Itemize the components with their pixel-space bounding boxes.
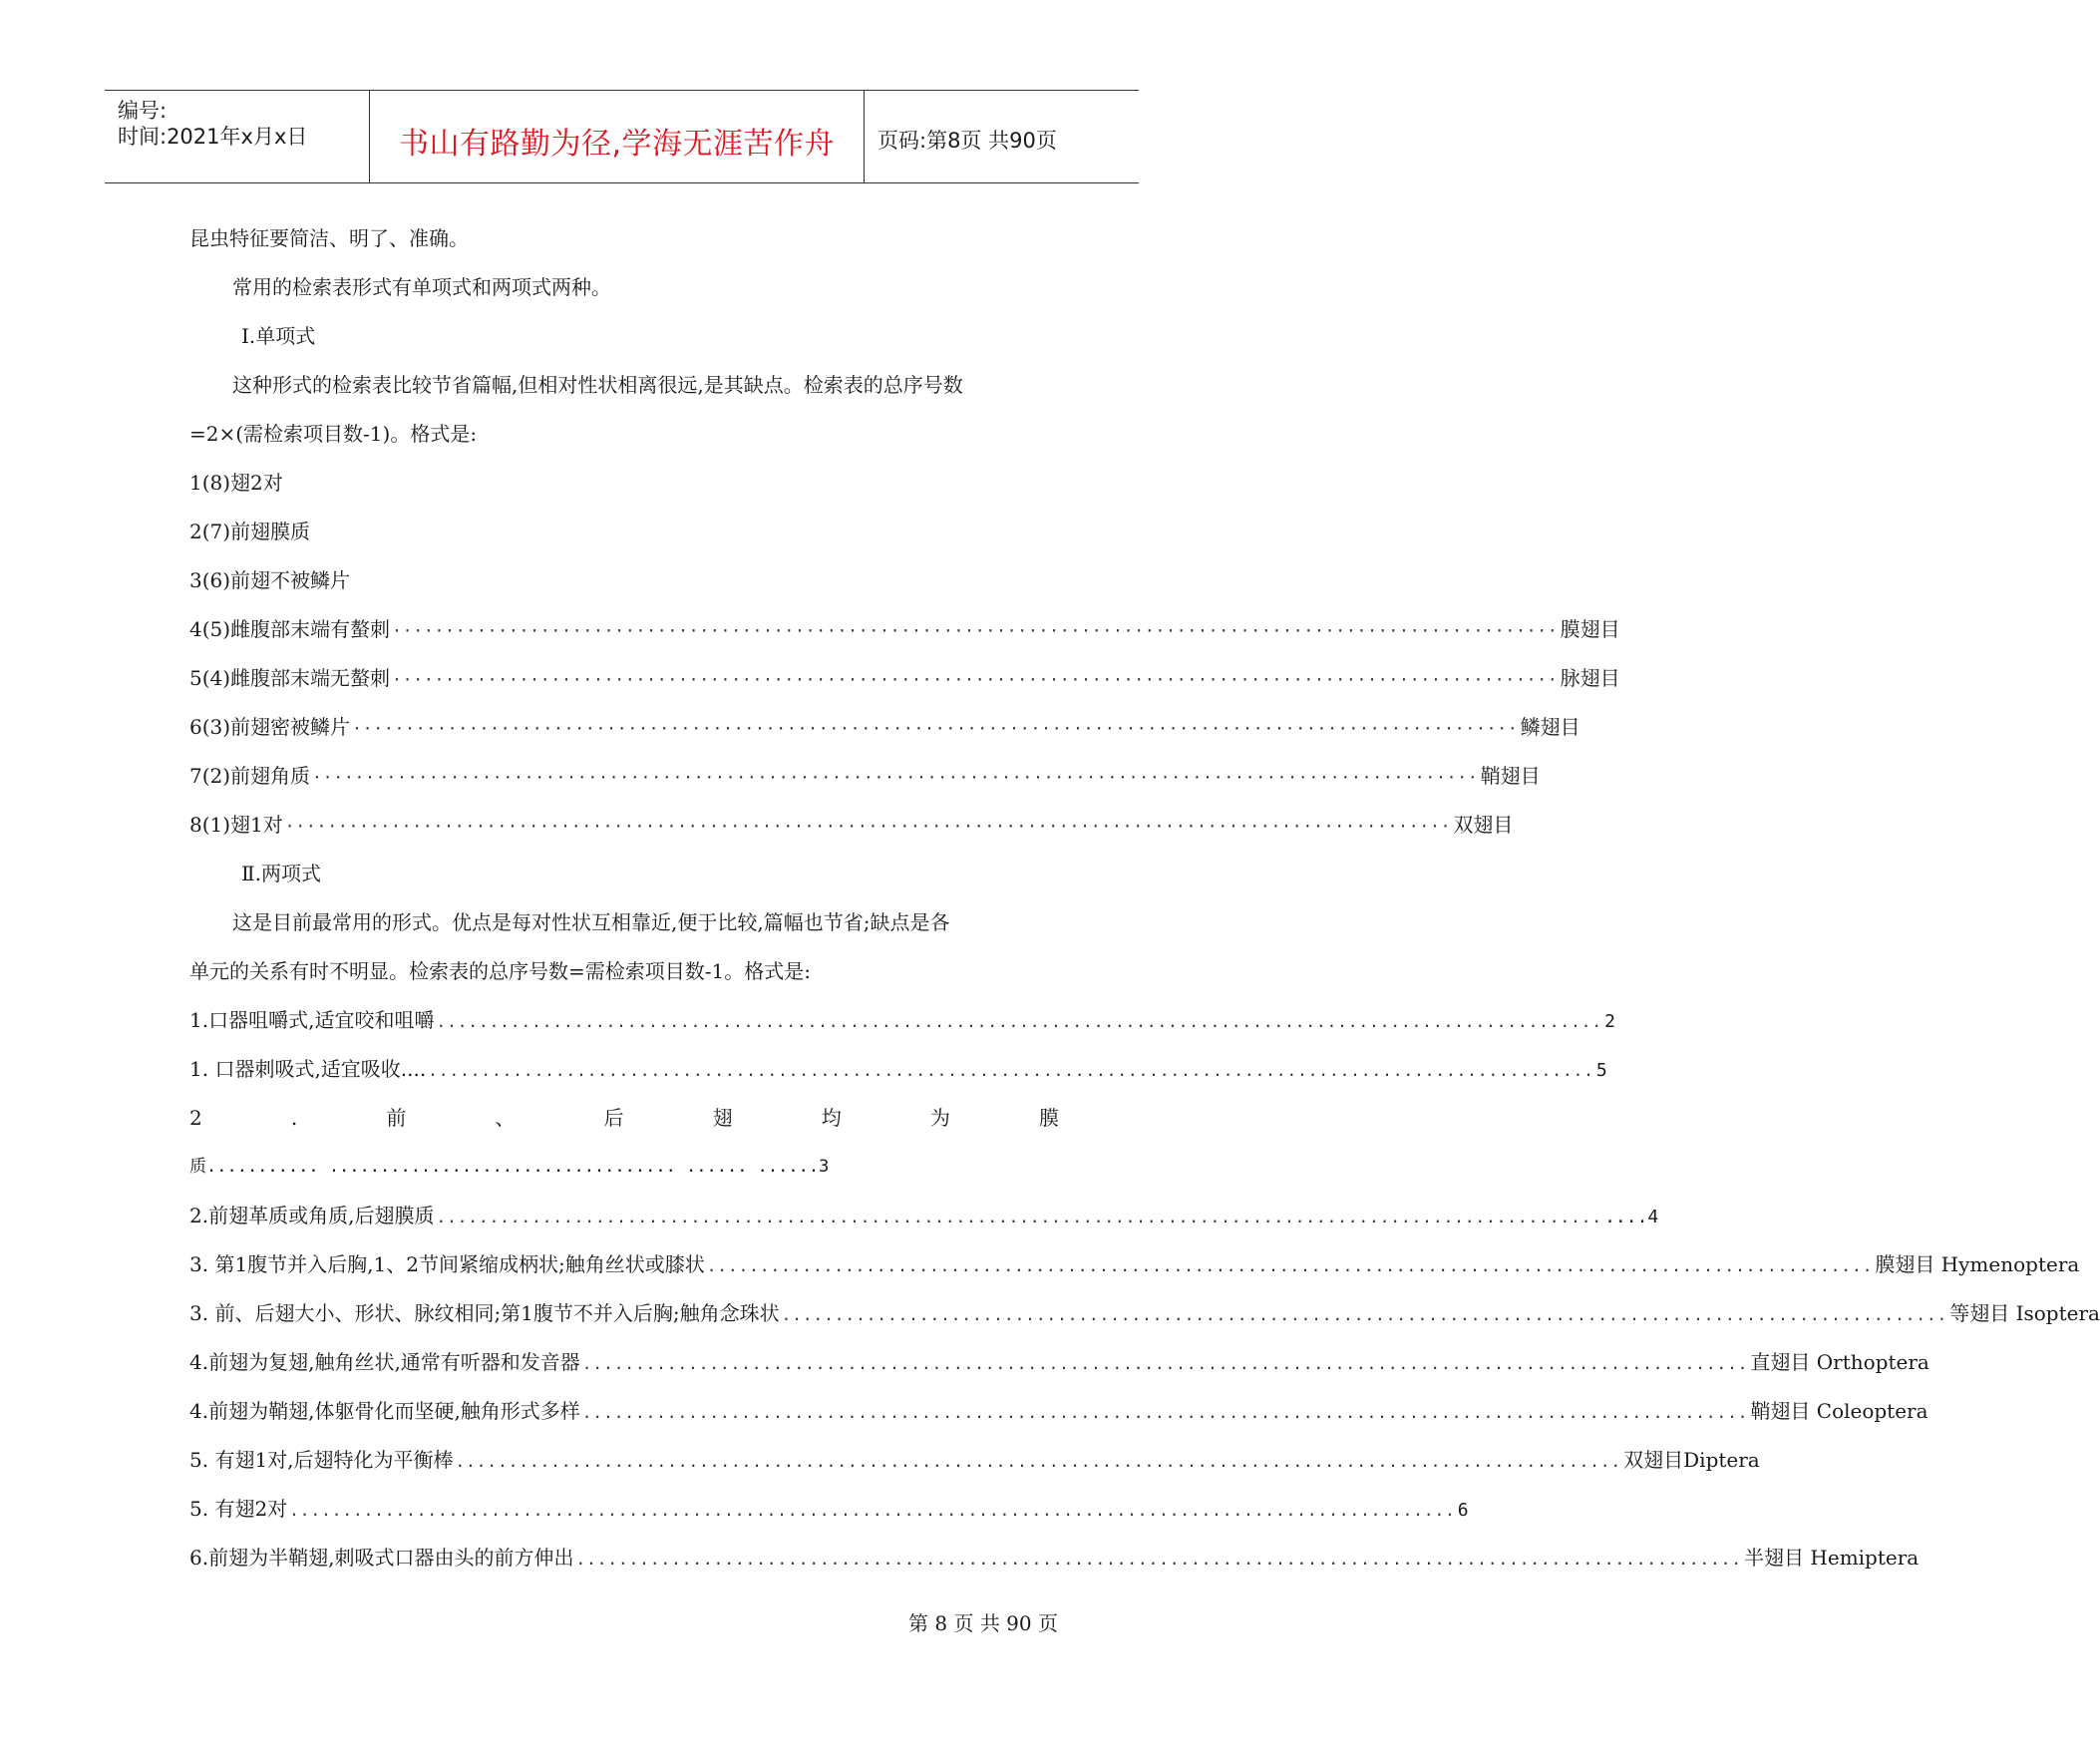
key-result: 膜翅目 xyxy=(1560,617,1620,641)
key-result: 鞘翅目 xyxy=(1480,764,1541,788)
key-result: 双翅目Diptera xyxy=(1623,1448,1760,1472)
spread-char: 前 xyxy=(386,1106,407,1130)
leader-dots: .............................................................................................................. xyxy=(428,1061,1594,1080)
key-item-continuation: 质........... .................................. ...... ......3 xyxy=(189,1157,830,1177)
key-result: 直翅目 Orthoptera xyxy=(1750,1350,1929,1374)
key-item xyxy=(189,996,1615,1045)
motto: 书山有路勤为径,学海无涯苦作舟 xyxy=(398,127,836,162)
leader-dots: ·············································································································· xyxy=(352,719,1519,738)
key-item xyxy=(189,654,1620,703)
key-result: 等翅目 Isoptera xyxy=(1949,1301,2100,1325)
leader-dots: ·············································································································· xyxy=(312,768,1479,787)
key-text: 3. 第1腹节并入后胸,1、2节间紧缩成柄状;触角丝状或膝状 xyxy=(189,1252,705,1276)
key-item: 3(6)前翅不被鳞片 xyxy=(189,568,351,592)
key-text: 3. 前、后翅大小、形状、脉纹相同;第1腹节不并入后胸;触角念珠状 xyxy=(189,1301,780,1325)
page-footer: 第 8 页 共 90 页 xyxy=(908,1611,1058,1635)
header-middle-cell xyxy=(370,91,865,182)
key-text: 1.口器咀嚼式,适宜咬和咀嚼 xyxy=(189,1008,435,1032)
key-result: 6 xyxy=(1457,1500,1469,1521)
key-result: 5 xyxy=(1595,1060,1607,1081)
leader-dots: .............................................................................................................. xyxy=(455,1452,1622,1471)
key-item xyxy=(189,801,1514,850)
key-item xyxy=(189,703,1580,752)
leader-dots: .............................................................................................................. xyxy=(436,1012,1603,1031)
key-text: 4(5)雌腹部末端有螯刺 xyxy=(189,617,391,641)
key-result: ....4 xyxy=(1604,1207,1659,1227)
key-item: 2(7)前翅膜质 xyxy=(189,520,311,543)
leader-dots: ·············································································································· xyxy=(392,621,1559,640)
section-heading: Ⅰ.单项式 xyxy=(241,324,316,348)
spread-char: 为 xyxy=(929,1106,950,1130)
key-text: 8(1)翅1对 xyxy=(189,813,283,837)
key-item xyxy=(189,752,1541,801)
spread-char: 膜 xyxy=(1038,1106,1059,1130)
spread-char: 均 xyxy=(821,1106,842,1130)
paragraph: 这种形式的检索表比较节省篇幅,但相对性状相离很远,是其缺点。检索表的总序号数 xyxy=(232,373,963,397)
key-item xyxy=(189,1387,1928,1436)
key-text: 5(4)雌腹部末端无螯刺 xyxy=(189,666,391,690)
number-label: 编号: xyxy=(118,99,168,123)
key-text: 6.前翅为半鞘翅,刺吸式口器由头的前方伸出 xyxy=(189,1546,574,1570)
key-item xyxy=(189,1289,2100,1338)
key-item-spread xyxy=(189,1094,1059,1143)
key-result: 鳞翅目 xyxy=(1520,715,1580,739)
leader-dots: .............................................................................................................. xyxy=(581,1354,1749,1373)
page-code: 页码:第8页 共90页 xyxy=(877,129,1057,153)
spread-char: 后 xyxy=(603,1106,624,1130)
key-item xyxy=(189,1534,1920,1582)
paragraph: 常用的检索表形式有单项式和两项式两种。 xyxy=(232,275,611,299)
key-text: 6(3)前翅密被鳞片 xyxy=(189,715,351,739)
leader-dots: .............................................................................................................. xyxy=(289,1501,1456,1520)
leader-dots: ·············································································································· xyxy=(284,817,1452,836)
key-text: 5. 有翅1对,后翅特化为平衡棒 xyxy=(189,1448,454,1472)
key-item xyxy=(189,605,1620,654)
key-text: 7(2)前翅角质 xyxy=(189,764,311,788)
key-result: 2 xyxy=(1604,1011,1615,1032)
spread-char: 、 xyxy=(495,1106,516,1130)
key-result: 膜翅目 Hymenoptera xyxy=(1875,1252,2080,1276)
key-item xyxy=(189,1338,1929,1387)
key-item xyxy=(189,1045,1607,1094)
paragraph: 单元的关系有时不明显。检索表的总序号数=需检索项目数-1。格式是: xyxy=(189,959,811,983)
paragraph: 这是目前最常用的形式。优点是每对性状互相靠近,便于比较,篇幅也节省;缺点是各 xyxy=(232,910,950,934)
document-body xyxy=(189,214,2100,1582)
key-item: 1(8)翅2对 xyxy=(189,471,283,495)
spread-char: . xyxy=(290,1106,298,1130)
header-right-cell xyxy=(865,91,1139,182)
leader-dots: .............................................................................................................. xyxy=(706,1256,1874,1275)
key-text: 4.前翅为复翅,触角丝状,通常有听器和发音器 xyxy=(189,1350,580,1374)
paragraph: 昆虫特征要简洁、明了、准确。 xyxy=(189,226,469,250)
leader-dots: .............................................................................................................. xyxy=(781,1305,1948,1324)
key-item xyxy=(189,1485,1469,1534)
key-result: 半翅目 Hemiptera xyxy=(1744,1546,1920,1570)
key-result: 双翅目 xyxy=(1453,813,1514,837)
key-result: 鞘翅目 Coleoptera xyxy=(1750,1399,1928,1423)
single-key-list xyxy=(189,459,1620,850)
page-header xyxy=(105,90,1139,183)
key-text: 4.前翅为鞘翅,体躯骨化而坚硬,触角形式多样 xyxy=(189,1399,580,1423)
leader-dots: ·············································································································· xyxy=(392,670,1559,689)
key-text: 1. 口器刺吸式,适宜吸收.... xyxy=(189,1057,427,1081)
key-item xyxy=(189,1436,1760,1485)
leader-dots: .............................................................................................................. xyxy=(436,1208,1603,1226)
header-left-cell xyxy=(105,91,370,182)
leader-dots: .............................................................................................................. xyxy=(581,1403,1749,1422)
key-result: 脉翅目 xyxy=(1560,666,1620,690)
spread-char: 2 xyxy=(189,1106,202,1130)
time-label: 时间:2021年x月x日 xyxy=(118,125,308,149)
spread-char: 翅 xyxy=(712,1106,733,1130)
double-key-list xyxy=(189,996,2100,1582)
key-item xyxy=(189,1240,2080,1289)
key-text: 5. 有翅2对 xyxy=(189,1497,288,1521)
key-item xyxy=(189,1192,1659,1240)
paragraph: =2×(需检索项目数-1)。格式是: xyxy=(189,422,478,446)
key-text: 2.前翅革质或角质,后翅膜质 xyxy=(189,1204,435,1227)
leader-dots: .............................................................................................................. xyxy=(575,1550,1743,1569)
section-heading: Ⅱ.两项式 xyxy=(241,862,321,885)
